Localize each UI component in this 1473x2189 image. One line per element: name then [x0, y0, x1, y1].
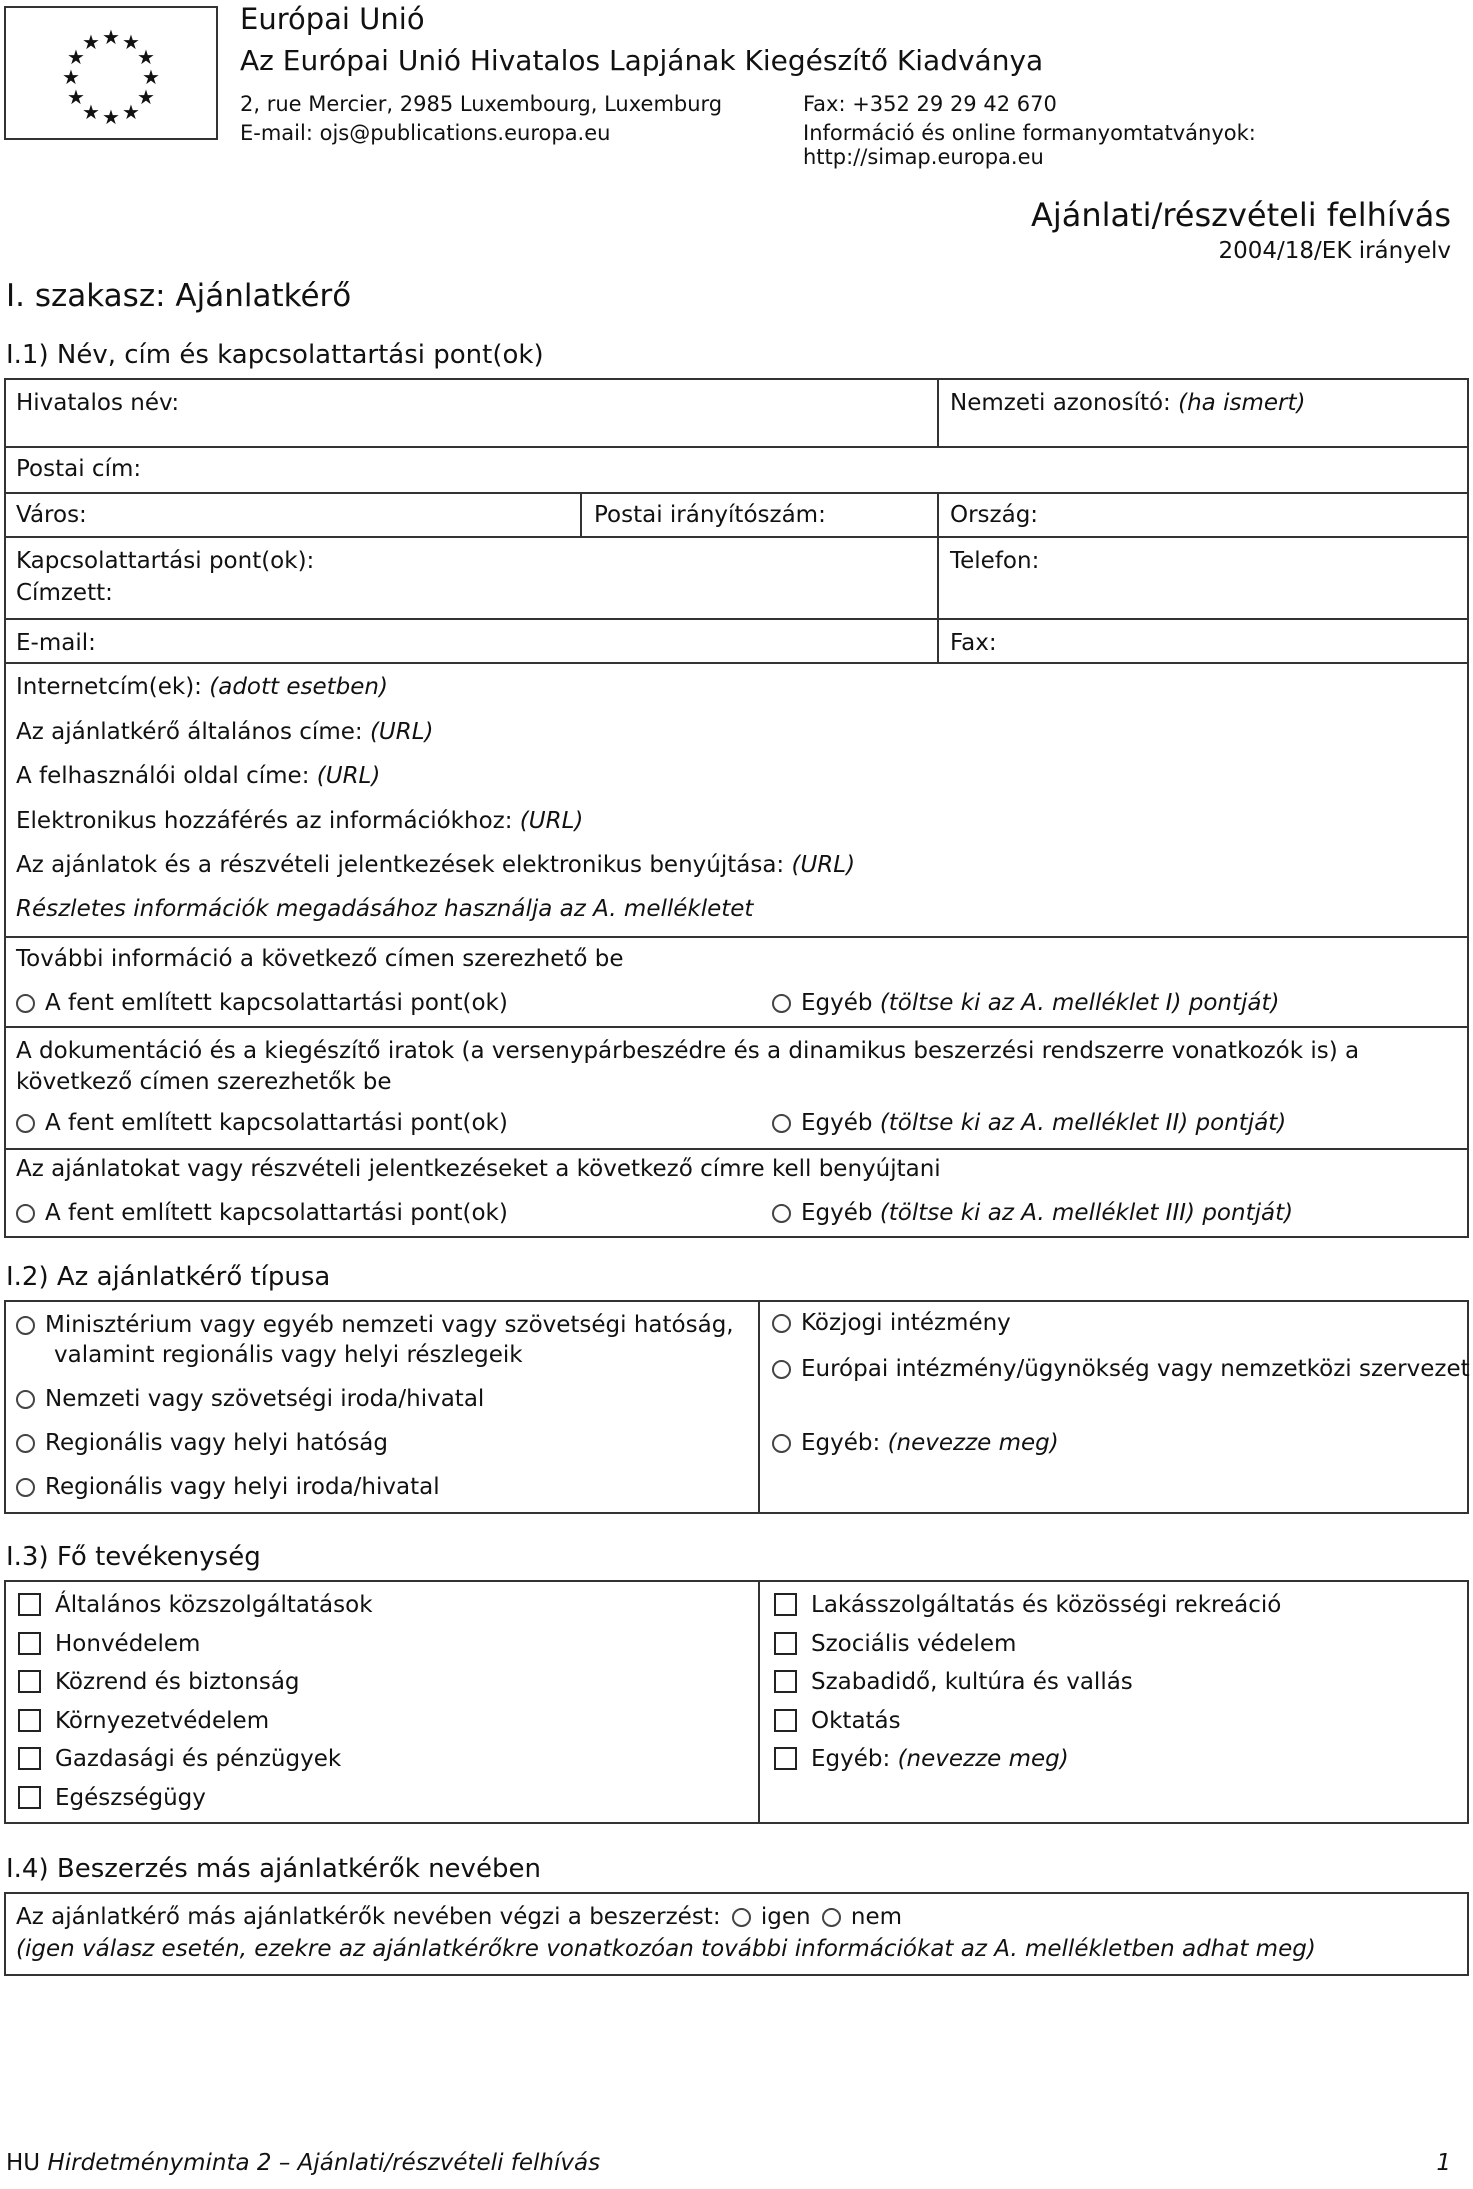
- activity-economic-financial[interactable]: Gazdasági és pénzügyek: [18, 1746, 341, 1772]
- further-info-contact-option[interactable]: A fent említett kapcsolattartási pont(ok): [16, 990, 508, 1016]
- national-id-label: Nemzeti azonosító: (ha ismert): [950, 390, 1306, 416]
- footer-lang: HU: [6, 2150, 41, 2176]
- header-publication: Az Európai Unió Hivatalos Lapjának Kiegészítő Kiadványa: [240, 44, 1044, 77]
- svg-text:★: ★: [142, 65, 160, 89]
- authority-type-public-law-body[interactable]: Közjogi intézmény: [772, 1310, 1011, 1336]
- authority-type-other[interactable]: Egyéb: (nevezze meg): [772, 1430, 1059, 1456]
- checkbox-icon[interactable]: [18, 1670, 41, 1693]
- i2-heading: I.2) Az ajánlatkérő típusa: [6, 1262, 331, 1292]
- contact-points-label: Kapcsolattartási pont(ok):: [16, 548, 315, 574]
- header-fax: Fax: +352 29 29 42 670: [803, 92, 1057, 116]
- svg-text:★: ★: [82, 100, 100, 124]
- radio-icon[interactable]: [822, 1908, 841, 1927]
- document-title: Ajánlati/részvételi felhívás: [1030, 196, 1451, 234]
- submit-contact-option[interactable]: A fent említett kapcsolattartási pont(ok): [16, 1200, 508, 1226]
- no-label[interactable]: nem: [850, 1904, 903, 1930]
- submit-other-option[interactable]: Egyéb (töltse ki az A. melléklet III) pontját): [772, 1200, 1293, 1226]
- authority-type-regional-authority[interactable]: Regionális vagy helyi hatóság: [16, 1430, 388, 1456]
- checkbox-icon[interactable]: [774, 1709, 797, 1732]
- official-name-label: Hivatalos név:: [16, 390, 180, 416]
- header-info: Információ és online formanyomtatványok: http://simap.europa.eu: [803, 121, 1256, 169]
- i4-note: (igen válasz esetén, ezekre az ajánlatkérőkre vonatkozóan további információkat az A. mellékletben adhat meg): [16, 1936, 1316, 1962]
- attention-label: Címzett:: [16, 580, 113, 606]
- page-number: 1: [1436, 2150, 1451, 2176]
- radio-icon[interactable]: [772, 1360, 791, 1379]
- svg-text:★: ★: [67, 45, 85, 69]
- svg-text:★: ★: [62, 65, 80, 89]
- i4-heading: I.4) Beszerzés más ajánlatkérők nevében: [6, 1854, 541, 1884]
- footer-form: Hirdetményminta 2 – Ajánlati/részvételi felhívás: [47, 2150, 601, 2176]
- activity-recreation-culture[interactable]: Szabadidő, kultúra és vallás: [774, 1669, 1133, 1695]
- header-address: 2, rue Mercier, 2985 Luxembourg, Luxemburg: [240, 92, 723, 116]
- checkbox-icon[interactable]: [774, 1670, 797, 1693]
- city-label: Város:: [16, 502, 87, 528]
- checkbox-icon[interactable]: [774, 1747, 797, 1770]
- activity-social-protection[interactable]: Szociális védelem: [774, 1631, 1016, 1657]
- svg-text:★: ★: [137, 85, 155, 109]
- svg-text:★: ★: [137, 45, 155, 69]
- phone-label: Telefon:: [950, 548, 1040, 574]
- authority-type-eu-institution[interactable]: Európai intézmény/ügynökség vagy nemzetközi szervezet: [772, 1354, 1473, 1384]
- eu-stars-icon: [6, 8, 218, 140]
- activity-housing[interactable]: Lakásszolgáltatás és közösségi rekreáció: [774, 1592, 1281, 1618]
- activity-health[interactable]: Egészségügy: [18, 1785, 206, 1811]
- fax-label: Fax:: [950, 630, 997, 656]
- checkbox-icon[interactable]: [18, 1747, 41, 1770]
- footer: [6, 2150, 600, 2176]
- checkbox-icon[interactable]: [18, 1632, 41, 1655]
- radio-icon[interactable]: [772, 994, 791, 1013]
- i3-heading: I.3) Fő tevékenység: [6, 1542, 261, 1572]
- email-label: E-mail:: [16, 630, 96, 656]
- activity-public-order-safety[interactable]: Közrend és biztonság: [18, 1669, 300, 1695]
- electronic-access-label: Elektronikus hozzáférés az információkhoz: (URL): [16, 808, 584, 834]
- activity-defence[interactable]: Honvédelem: [18, 1631, 200, 1657]
- svg-text:★: ★: [67, 85, 85, 109]
- yes-label[interactable]: igen: [760, 1904, 811, 1930]
- i1-heading: I.1) Név, cím és kapcsolattartási pont(ok): [6, 340, 544, 370]
- electronic-submission-label: Az ajánlatok és a részvételi jelentkezések elektronikus benyújtása: (URL): [16, 852, 856, 878]
- checkbox-icon[interactable]: [18, 1709, 41, 1732]
- section-title: I. szakasz: Ajánlatkérő: [6, 278, 352, 314]
- profile-address-label: A felhasználói oldal címe: (URL): [16, 763, 381, 789]
- authority-type-national-agency[interactable]: Nemzeti vagy szövetségi iroda/hivatal: [16, 1386, 484, 1412]
- activity-environment[interactable]: Környezetvédelem: [18, 1708, 269, 1734]
- checkbox-icon[interactable]: [774, 1632, 797, 1655]
- postal-address-label: Postai cím:: [16, 456, 142, 482]
- radio-icon[interactable]: [16, 1316, 35, 1335]
- radio-icon[interactable]: [772, 1434, 791, 1453]
- radio-icon[interactable]: [772, 1204, 791, 1223]
- authority-type-ministry[interactable]: Minisztérium vagy egyéb nemzeti vagy szövetségi hatóság, valamint regionális vagy helyi részlegeik: [16, 1310, 784, 1370]
- radio-icon[interactable]: [16, 1390, 35, 1409]
- annex-note: Részletes információk megadásához használja az A. mellékletet: [16, 896, 754, 922]
- radio-icon[interactable]: [772, 1314, 791, 1333]
- i4-question: Az ajánlatkérő más ajánlatkérők nevében végzi a beszerzést: igen nem: [16, 1904, 903, 1930]
- checkbox-icon[interactable]: [774, 1593, 797, 1616]
- further-info-label: További információ a következő címen szerezhető be: [16, 946, 624, 972]
- internet-label: Internetcím(ek): (adott esetben): [16, 674, 388, 700]
- svg-text:★: ★: [102, 105, 120, 129]
- activity-education[interactable]: Oktatás: [774, 1708, 901, 1734]
- further-info-other-option[interactable]: Egyéb (töltse ki az A. melléklet I) pontját): [772, 990, 1280, 1016]
- authority-type-regional-agency[interactable]: Regionális vagy helyi iroda/hivatal: [16, 1474, 440, 1500]
- postal-code-label: Postai irányítószám:: [594, 502, 826, 528]
- radio-icon[interactable]: [16, 1114, 35, 1133]
- svg-text:★: ★: [122, 30, 140, 54]
- radio-icon[interactable]: [16, 1478, 35, 1497]
- documents-other-option[interactable]: Egyéb (töltse ki az A. melléklet II) pontját): [772, 1110, 1286, 1136]
- radio-icon[interactable]: [16, 1434, 35, 1453]
- checkbox-icon[interactable]: [18, 1593, 41, 1616]
- radio-icon[interactable]: [16, 1204, 35, 1223]
- submit-to-label: Az ajánlatokat vagy részvételi jelentkezéseket a következő címre kell benyújtani: [16, 1156, 941, 1182]
- radio-icon[interactable]: [16, 994, 35, 1013]
- svg-text:★: ★: [122, 100, 140, 124]
- header-email: E-mail: ojs@publications.europa.eu: [240, 121, 611, 145]
- documents-label: A dokumentáció és a kiegészítő iratok (a versenypárbeszédre és a dinamikus beszerzési rendszerre vonatkozók is) a következő címen szerezhetők be: [16, 1038, 1360, 1095]
- radio-icon[interactable]: [732, 1908, 751, 1927]
- header-org: Európai Unió: [240, 2, 425, 36]
- general-address-label: Az ajánlatkérő általános címe: (URL): [16, 719, 434, 745]
- documents-contact-option[interactable]: A fent említett kapcsolattartási pont(ok): [16, 1110, 508, 1136]
- radio-icon[interactable]: [772, 1114, 791, 1133]
- svg-text:★: ★: [82, 30, 100, 54]
- country-label: Ország:: [950, 502, 1039, 528]
- activity-other[interactable]: Egyéb: (nevezze meg): [774, 1746, 1069, 1772]
- checkbox-icon[interactable]: [18, 1786, 41, 1809]
- eu-flag-logo: [4, 6, 218, 140]
- activity-general-public-services[interactable]: Általános közszolgáltatások: [18, 1592, 373, 1618]
- document-directive: 2004/18/EK irányelv: [1218, 238, 1451, 264]
- svg-text:★: ★: [102, 25, 120, 49]
